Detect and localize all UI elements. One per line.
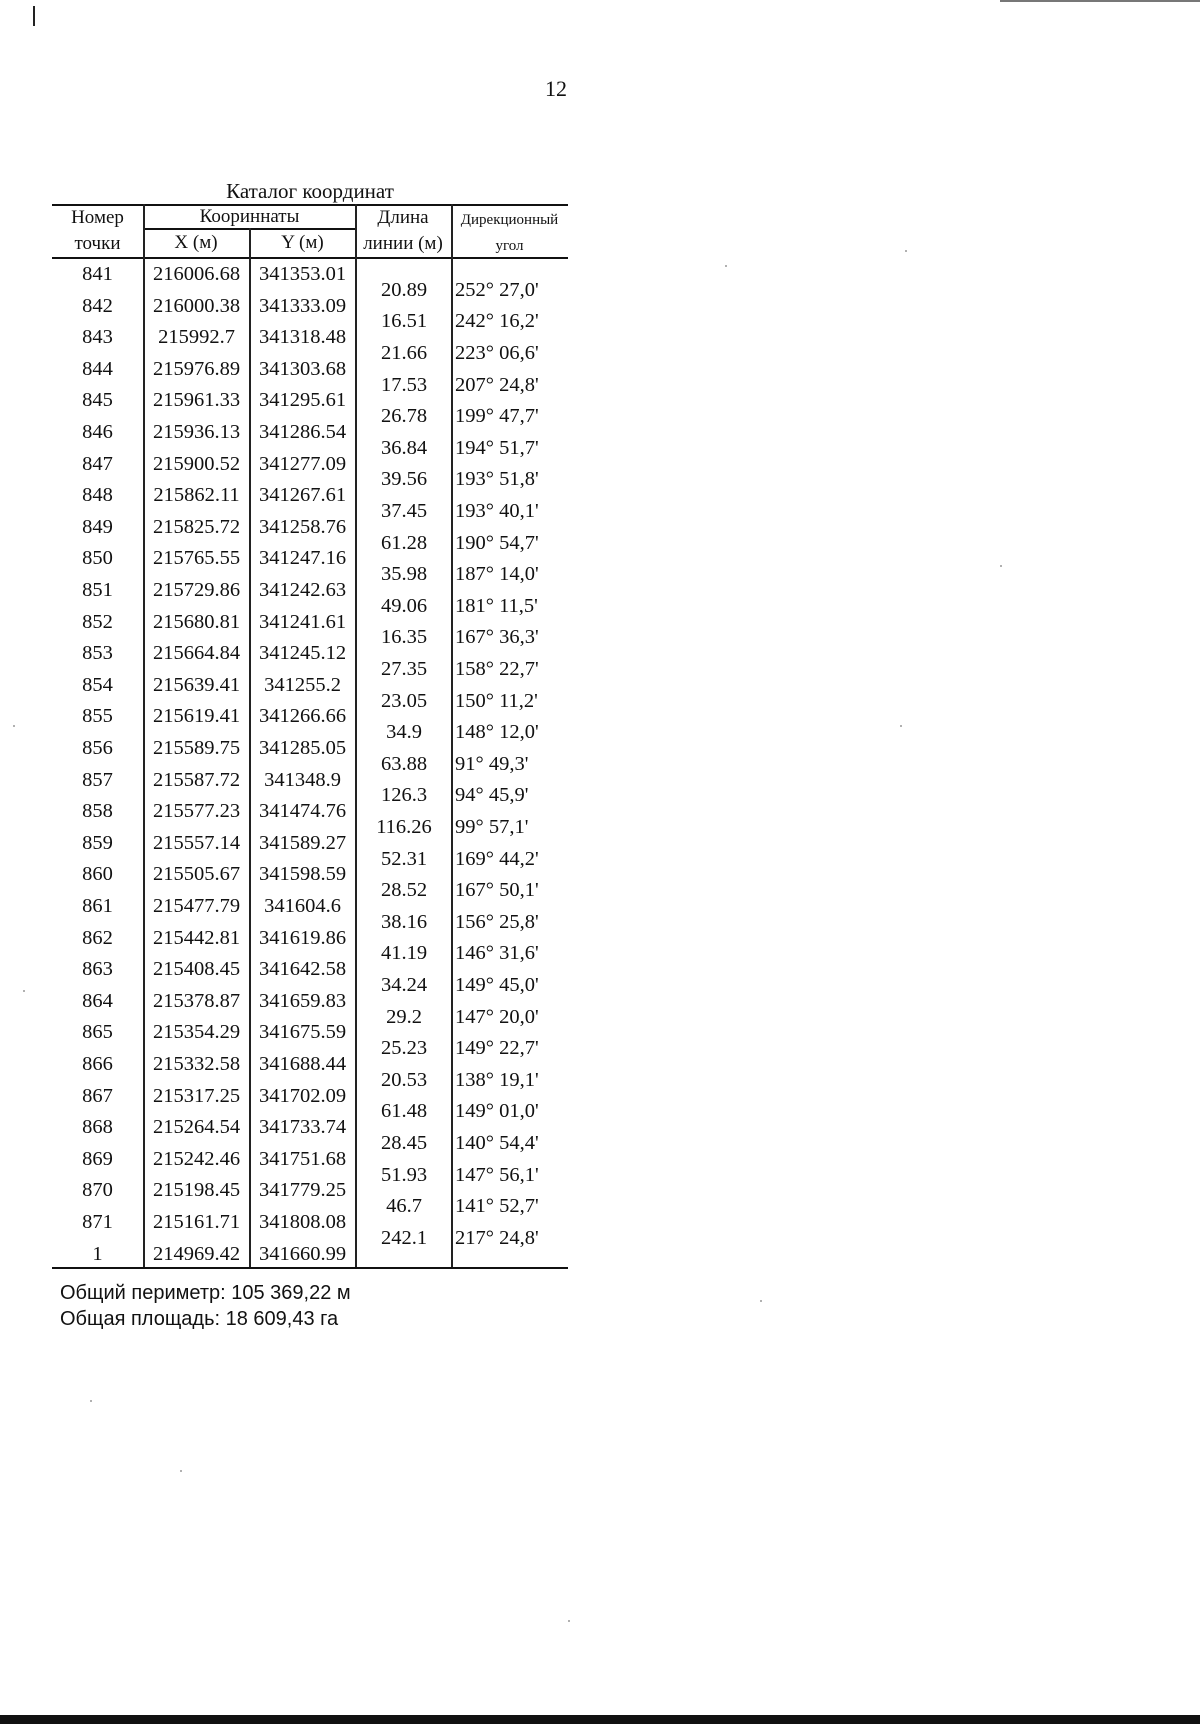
page-number: 12 <box>545 76 567 101</box>
segment-length: 21.66 <box>380 342 428 364</box>
segment-length: 27.35 <box>380 658 428 680</box>
point-x-coordinate: 214969.42 <box>152 1242 241 1265</box>
point-y-coordinate: 341303.68 <box>258 357 347 380</box>
point-number: 857 <box>82 768 113 791</box>
scan-speck <box>760 1300 762 1302</box>
point-number: 853 <box>82 642 113 665</box>
point-number: 845 <box>82 389 113 412</box>
segment-length: 36.84 <box>380 436 428 459</box>
segment-length: 41.19 <box>380 942 428 965</box>
point-number: 848 <box>82 484 113 507</box>
table-bottom-rule <box>52 1267 568 1269</box>
point-x-coordinate: 215477.79 <box>152 895 241 917</box>
scan-speck <box>90 1400 92 1402</box>
point-y-coordinate: 341353.01 <box>258 263 347 285</box>
point-number: 850 <box>82 547 113 570</box>
point-x-coordinate: 216000.38 <box>152 294 241 317</box>
segment-direction-angle: 99° 57,1' <box>455 816 529 838</box>
point-number: 868 <box>82 1116 113 1139</box>
point-x-coordinate: 215198.45 <box>152 1179 241 1202</box>
segment-length: 46.7 <box>386 1195 422 1218</box>
point-y-coordinate: 341474.76 <box>258 800 347 823</box>
segment-length: 28.52 <box>380 879 428 902</box>
point-number: 846 <box>82 421 113 443</box>
point-y-coordinate: 341589.27 <box>258 831 347 854</box>
scan-speck <box>1000 565 1002 567</box>
point-y-coordinate: 341619.86 <box>258 926 347 949</box>
header-number-line2: точки <box>74 233 121 254</box>
segment-length: 49.06 <box>380 594 428 617</box>
coordinate-catalog-table <box>52 204 568 1269</box>
segment-direction-angle: 190° 54,7' <box>455 531 539 554</box>
point-number: 858 <box>82 800 113 823</box>
segment-length: 116.26 <box>376 816 432 838</box>
segment-direction-angle: 217° 24,8' <box>455 1226 539 1249</box>
segment-length: 16.35 <box>380 626 428 649</box>
total-area: Общая площадь: 18 609,43 га <box>60 1308 339 1330</box>
segment-length: 126.3 <box>380 784 428 807</box>
point-x-coordinate: 215354.29 <box>152 1021 241 1044</box>
point-y-coordinate: 341702.09 <box>258 1084 347 1107</box>
segment-length: 35.98 <box>380 563 428 586</box>
segment-direction-angle: 193° 40,1' <box>455 500 539 522</box>
segment-length: 34.9 <box>386 721 422 744</box>
point-x-coordinate: 215976.89 <box>152 357 241 380</box>
point-y-coordinate: 341247.16 <box>258 547 347 570</box>
point-y-coordinate: 341241.61 <box>258 610 347 633</box>
segment-length: 61.48 <box>380 1100 428 1123</box>
point-number: 844 <box>82 357 113 380</box>
header-length-line2: линии (м) <box>363 233 443 254</box>
segment-length: 52.31 <box>380 847 428 870</box>
scan-speck <box>180 1470 182 1472</box>
segment-direction-angle: 223° 06,6' <box>455 342 539 364</box>
point-number: 859 <box>82 831 113 854</box>
segment-length: 29.2 <box>386 1005 422 1028</box>
segment-direction-angle: 147° 20,0' <box>455 1005 539 1028</box>
point-x-coordinate: 215765.55 <box>152 547 241 570</box>
point-number: 870 <box>82 1179 113 1202</box>
point-number: 843 <box>82 326 113 349</box>
segment-direction-angle: 146° 31,6' <box>455 942 539 965</box>
point-y-coordinate: 341318.48 <box>258 326 347 349</box>
segment-direction-angle: 167° 50,1' <box>455 879 539 902</box>
point-number: 854 <box>82 673 113 696</box>
point-x-coordinate: 215577.23 <box>152 800 241 823</box>
point-number: 863 <box>82 958 113 981</box>
point-x-coordinate: 215505.67 <box>152 863 241 886</box>
point-y-coordinate: 341258.76 <box>258 515 347 538</box>
segment-direction-angle: 199° 47,7' <box>455 405 539 428</box>
point-x-coordinate: 215900.52 <box>152 452 241 475</box>
point-x-coordinate: 215317.25 <box>152 1084 241 1107</box>
segment-length: 37.45 <box>380 500 428 522</box>
point-number: 856 <box>82 737 113 759</box>
segment-direction-angle: 149° 01,0' <box>455 1100 539 1123</box>
segment-direction-angle: 181° 11,5' <box>455 594 538 617</box>
point-x-coordinate: 215161.71 <box>152 1211 241 1233</box>
point-number: 852 <box>82 610 113 633</box>
segment-direction-angle: 242° 16,2' <box>455 310 539 333</box>
segment-direction-angle: 150° 11,2' <box>455 689 538 712</box>
scan-edge-line <box>1000 0 1200 2</box>
point-y-coordinate: 341267.61 <box>258 484 347 507</box>
segment-length: 26.78 <box>380 405 428 428</box>
segment-direction-angle: 167° 36,3' <box>455 626 539 649</box>
segment-direction-angle: 252° 27,0' <box>455 278 539 301</box>
point-x-coordinate: 215242.46 <box>152 1147 241 1170</box>
point-number: 869 <box>82 1147 113 1170</box>
scan-bottom-edge <box>0 1715 1200 1724</box>
point-x-coordinate: 215619.41 <box>152 705 241 728</box>
point-number: 871 <box>82 1211 113 1233</box>
segment-length: 25.23 <box>380 1037 428 1060</box>
segment-direction-angle: 187° 14,0' <box>455 563 539 586</box>
point-x-coordinate: 215408.45 <box>152 958 241 981</box>
segment-direction-angle: 147° 56,1' <box>455 1163 539 1186</box>
point-number: 851 <box>82 579 113 601</box>
total-perimeter: Общий периметр: 105 369,22 м <box>60 1282 351 1304</box>
header-angle-line1: Дирекционный <box>460 212 559 228</box>
header-bottom-rule <box>52 257 568 259</box>
point-y-coordinate: 341348.9 <box>264 768 341 791</box>
point-y-coordinate: 341333.09 <box>258 294 347 317</box>
scan-speck <box>900 725 902 727</box>
segment-direction-angle: 148° 12,0' <box>455 721 539 744</box>
point-number: 861 <box>82 895 113 917</box>
segment-length: 51.93 <box>380 1163 428 1186</box>
point-x-coordinate: 215442.81 <box>152 926 241 949</box>
point-number: 842 <box>82 294 113 317</box>
scan-mark <box>33 6 35 26</box>
segment-direction-angle: 140° 54,4' <box>455 1132 539 1154</box>
point-x-coordinate: 215961.33 <box>152 389 241 412</box>
point-y-coordinate: 341659.83 <box>258 989 347 1012</box>
point-y-coordinate: 341245.12 <box>258 642 347 665</box>
point-number: 862 <box>82 926 113 949</box>
point-x-coordinate: 215332.58 <box>152 1053 241 1075</box>
segment-direction-angle: 94° 45,9' <box>455 784 529 807</box>
segment-direction-angle: 158° 22,7' <box>455 658 539 680</box>
point-y-coordinate: 341675.59 <box>258 1021 347 1044</box>
point-y-coordinate: 341660.99 <box>258 1242 347 1265</box>
header-length-line1: Длина <box>377 207 429 228</box>
point-number: 847 <box>82 452 113 475</box>
segment-length: 20.89 <box>380 278 428 301</box>
point-x-coordinate: 215664.84 <box>152 642 241 665</box>
point-number: 867 <box>82 1084 113 1107</box>
scan-speck <box>23 990 25 992</box>
point-y-coordinate: 341598.59 <box>258 863 347 886</box>
point-y-coordinate: 341242.63 <box>258 579 347 601</box>
point-number: 864 <box>82 989 113 1012</box>
segment-direction-angle: 138° 19,1' <box>455 1068 539 1091</box>
point-y-coordinate: 341733.74 <box>258 1116 347 1139</box>
point-number: 860 <box>82 863 113 886</box>
segment-length: 34.24 <box>380 974 428 996</box>
point-x-coordinate: 215862.11 <box>153 484 240 507</box>
point-x-coordinate: 215639.41 <box>152 673 241 696</box>
point-x-coordinate: 215557.14 <box>152 831 241 854</box>
point-number: 1 <box>92 1242 103 1265</box>
point-y-coordinate: 341286.54 <box>258 421 347 443</box>
point-number: 849 <box>82 515 113 538</box>
scan-speck <box>13 725 15 727</box>
point-x-coordinate: 216006.68 <box>152 263 241 285</box>
point-x-coordinate: 215587.72 <box>152 768 241 791</box>
scan-speck <box>905 250 907 252</box>
point-number: 841 <box>82 263 113 285</box>
point-x-coordinate: 215992.7 <box>158 326 235 349</box>
point-y-coordinate: 341255.2 <box>264 673 341 696</box>
segment-length: 39.56 <box>380 468 428 491</box>
segment-length: 242.1 <box>380 1226 428 1249</box>
segment-length: 16.51 <box>380 310 428 333</box>
point-y-coordinate: 341295.61 <box>258 389 347 412</box>
segment-length: 38.16 <box>380 910 428 933</box>
segment-direction-angle: 149° 22,7' <box>455 1037 539 1060</box>
segment-length: 20.53 <box>380 1068 428 1091</box>
point-y-coordinate: 341642.58 <box>258 958 347 981</box>
point-y-coordinate: 341277.09 <box>258 452 347 475</box>
point-y-coordinate: 341751.68 <box>258 1147 347 1170</box>
header-number-line1: Номер <box>71 207 124 228</box>
segment-direction-angle: 149° 45,0' <box>455 974 539 996</box>
point-number: 866 <box>82 1053 113 1075</box>
point-y-coordinate: 341779.25 <box>258 1179 347 1202</box>
segment-direction-angle: 193° 51,8' <box>455 468 539 491</box>
segment-direction-angle: 169° 44,2' <box>455 847 539 870</box>
header-coords: Коориннаты <box>199 206 300 227</box>
segment-length: 17.53 <box>380 373 428 396</box>
table-caption: Каталог координат <box>226 179 394 203</box>
point-x-coordinate: 215729.86 <box>152 579 241 601</box>
scan-speck <box>568 1620 570 1622</box>
point-x-coordinate: 215825.72 <box>152 515 241 538</box>
point-y-coordinate: 341808.08 <box>258 1211 347 1233</box>
header-y: Y (м) <box>281 232 324 253</box>
scan-speck <box>725 265 727 267</box>
segment-direction-angle: 91° 49,3' <box>455 752 529 775</box>
point-y-coordinate: 341688.44 <box>258 1053 347 1075</box>
segment-direction-angle: 207° 24,8' <box>455 373 539 396</box>
segment-direction-angle: 156° 25,8' <box>455 910 539 933</box>
point-x-coordinate: 215378.87 <box>152 989 241 1012</box>
header-angle-line2: угол <box>495 238 524 254</box>
point-x-coordinate: 215936.13 <box>152 421 241 443</box>
segment-direction-angle: 141° 52,7' <box>455 1195 539 1218</box>
point-number: 855 <box>82 705 113 728</box>
point-x-coordinate: 215264.54 <box>152 1116 241 1139</box>
header-x: X (м) <box>174 232 218 253</box>
point-x-coordinate: 215589.75 <box>152 737 241 759</box>
point-number: 865 <box>82 1021 113 1044</box>
point-y-coordinate: 341285.05 <box>258 737 347 759</box>
segment-length: 63.88 <box>380 752 428 775</box>
segment-length: 61.28 <box>380 531 428 554</box>
point-y-coordinate: 341604.6 <box>264 895 341 917</box>
segment-direction-angle: 194° 51,7' <box>455 436 539 459</box>
segment-length: 28.45 <box>380 1132 428 1154</box>
segment-length: 23.05 <box>380 689 428 712</box>
point-x-coordinate: 215680.81 <box>152 610 241 633</box>
point-y-coordinate: 341266.66 <box>258 705 347 728</box>
